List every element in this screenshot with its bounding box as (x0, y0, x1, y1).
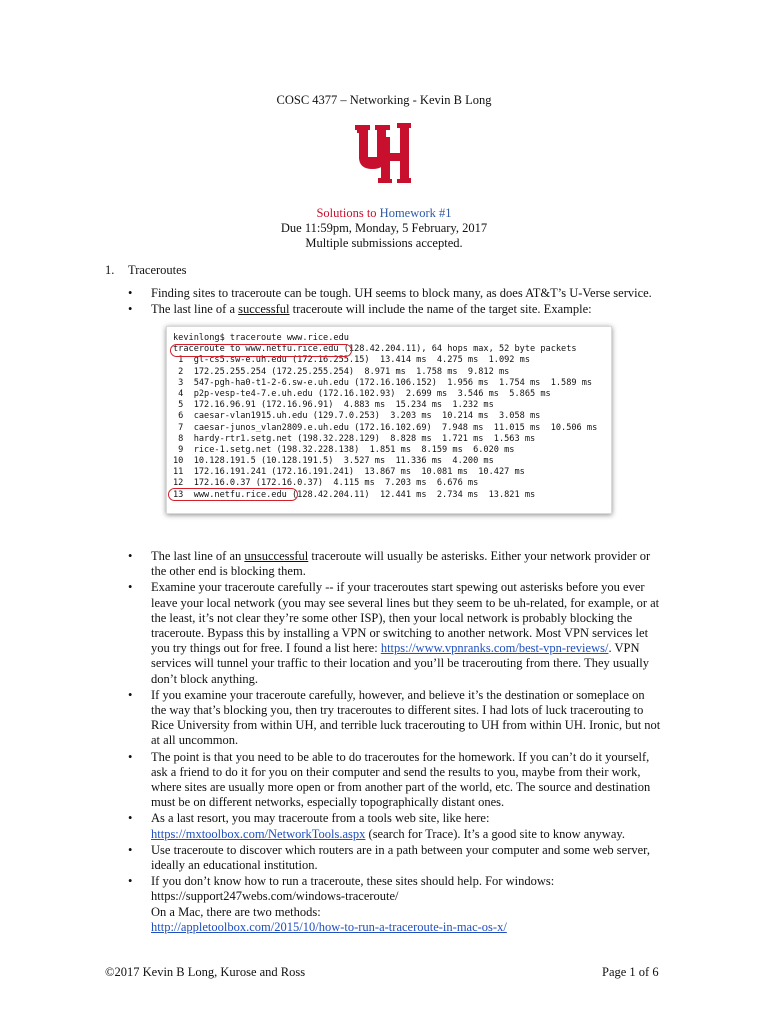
terminal-line: 10 10.128.191.5 (10.128.191.5) 3.527 ms 11.336 ms 4.200 ms (173, 456, 494, 467)
bullet-text-pre: Examine your traceroute carefully -- if your traceroutes start spewing out asterisks before you ever leave your local network (you may see several lines but they seem to be uh-related, for example, or at the least, it’s not clear they’re some other ISP), then your local network is probably blocking the traceroute. Bypass this by installing a VPN or switching to another network. Most VPN services let you try things out for free. I found a list here: (151, 580, 660, 656)
bullet-text-pre: The last line of a (151, 302, 239, 317)
list-item (128, 549, 663, 579)
list-item (128, 580, 663, 686)
bullet-text-post: (search for Trace). It’s a good site to know anyway. (365, 826, 625, 841)
terminal-line: 5 172.16.96.91 (172.16.96.91) 4.883 ms 15.234 ms 1.232 ms (173, 400, 494, 411)
terminal-line: 3 547-pgh-ha0-t1-2-6.sw-e.uh.edu (172.16.106.152) 1.956 ms 1.754 ms 1.589 ms (173, 377, 593, 388)
bullet-text-pre: If you don’t know how to run a traceroute, these sites should help. For windows: https://support247webs.com/windows-traceroute/ (151, 874, 555, 904)
bullet-icon: • (128, 749, 133, 764)
section-heading (105, 263, 187, 278)
bullet-text-line2: On a Mac, there are two methods: (151, 904, 321, 919)
homework-link[interactable]: Homework #1 (379, 206, 452, 220)
terminal-line: 4 p2p-vesp-te4-7.e.uh.edu (172.16.102.93) 2.699 ms 3.546 ms 5.865 ms (173, 388, 551, 399)
list-item (128, 811, 663, 841)
bullet-icon: • (128, 874, 133, 889)
bullet-text: Use traceroute to discover which routers are in a path between your computer and some web server, ideally an educational institution. (151, 842, 650, 873)
bullet-text-post: . VPN services will tunnel your traffic to their location and you’ll be tracerouting from there. They usually don’t block anything. (151, 641, 649, 686)
highlight-oval-last-hop (168, 488, 298, 501)
bullet-icon: • (128, 580, 133, 595)
submissions-note: Multiple submissions accepted. (305, 236, 463, 250)
footer-page-number: Page 1 of 6 (602, 965, 659, 979)
section-number: 1. (105, 263, 115, 277)
terminal-line: 7 caesar-junos_vlan2809.e.uh.edu (172.16.102.69) 7.948 ms 11.015 ms 10.506 ms (173, 422, 598, 433)
list-item (128, 750, 663, 811)
bullet-text: Finding sites to traceroute can be tough. UH seems to block many, as does AT&T’s U-Verse service. (151, 286, 652, 300)
underlined-word: successful (238, 302, 290, 317)
list-item (128, 286, 663, 301)
solutions-line (0, 206, 768, 221)
bullet-icon: • (128, 286, 133, 300)
terminal-line: traceroute to www.netfu.rice.edu (128.42.204.11), 64 hops max, 52 byte packets (173, 344, 577, 355)
terminal-line: 13 www.netfu.rice.edu (128.42.204.11) 12.441 ms 2.734 ms 13.821 ms (173, 489, 536, 500)
bullet-list-bottom (128, 549, 663, 936)
bullet-text-pre: As a last resort, you may traceroute from a tools web site, like here: (151, 811, 490, 826)
terminal-line: 9 rice-1.setg.net (198.32.228.138) 1.851 ms 8.159 ms 6.020 ms (173, 444, 515, 455)
list-item (128, 874, 663, 935)
terminal-line: 11 172.16.191.241 (172.16.191.241) 13.867 ms 10.081 ms 10.427 ms (173, 467, 525, 478)
bullet-list-top (128, 286, 663, 318)
bullet-icon: • (128, 302, 133, 317)
bullet-icon: • (128, 842, 133, 857)
bullet-icon: • (128, 687, 133, 702)
bullet-text: The point is that you need to be able to do traceroutes for the homework. If you can’t do it yourself, ask a friend to do it for you on their computer and send the results to you, maybe from their work, where sites are usually more open or from another part of the world, etc. The source and destination must be on different networks, especially topographically distant ones. (151, 749, 651, 810)
terminal-line: kevinlong$ traceroute www.rice.edu (173, 333, 349, 343)
uh-logo (355, 123, 411, 185)
due-date: Due 11:59pm, Monday, 5 February, 2017 (280, 221, 488, 235)
terminal-line: 1 gl-cs5.sw-e.uh.edu (172.16.255.15) 13.414 ms 4.275 ms 1.092 ms (173, 355, 530, 366)
section-title: Traceroutes (128, 263, 187, 277)
course-title: COSC 4377 – Networking - Kevin B Long (276, 93, 492, 107)
list-item (128, 688, 663, 749)
highlight-oval-first-line (170, 344, 352, 357)
appletoolbox-link[interactable]: http://appletoolbox.com/2015/10/how-to-run-a-traceroute-in-mac-os-x/ (151, 919, 507, 934)
list-item (128, 843, 663, 873)
underlined-word: unsuccessful (244, 549, 309, 563)
bullet-text: If you examine your traceroute carefully, however, and believe it’s the destination or someplace on the way that’s blocking you, then try traceroutes to different sites. I had lots of luck tracerouting to Rice University from within UH, and terrible luck tracerouting to UH from within UH. Ironic, but not at all uncommon. (151, 687, 661, 748)
mxtoolbox-link[interactable]: https://mxtoolbox.com/NetworkTools.aspx (151, 826, 366, 841)
bullet-icon: • (128, 811, 133, 826)
terminal-output (173, 333, 597, 501)
bullet-text-post: traceroute will usually be asterisks. Either your network provider or the other end is blocking them. (151, 549, 651, 579)
terminal-line: 6 caesar-vlan1915.uh.edu (129.7.0.253) 3.203 ms 10.214 ms 3.058 ms (173, 411, 541, 422)
terminal-line: 12 172.16.0.37 (172.16.0.37) 4.115 ms 7.203 ms 6.676 ms (173, 478, 479, 489)
solutions-prefix: Solutions to (316, 206, 380, 220)
bullet-icon: • (128, 549, 133, 563)
terminal-line: 2 172.25.255.254 (172.25.255.254) 8.971 ms 1.758 ms 9.812 ms (173, 366, 510, 377)
terminal-line: 8 hardy-rtr1.setg.net (198.32.228.129) 8.828 ms 1.721 ms 1.563 ms (173, 433, 536, 444)
footer-copyright: ©2017 Kevin B Long, Kurose and Ross (105, 965, 306, 979)
bullet-text-post: traceroute will include the name of the target site. Example: (289, 302, 592, 317)
list-item (128, 302, 663, 317)
vpn-list-link[interactable]: https://www.vpnranks.com/best-vpn-reviews/ (380, 641, 609, 656)
bullet-text-pre: The last line of an (151, 549, 245, 563)
